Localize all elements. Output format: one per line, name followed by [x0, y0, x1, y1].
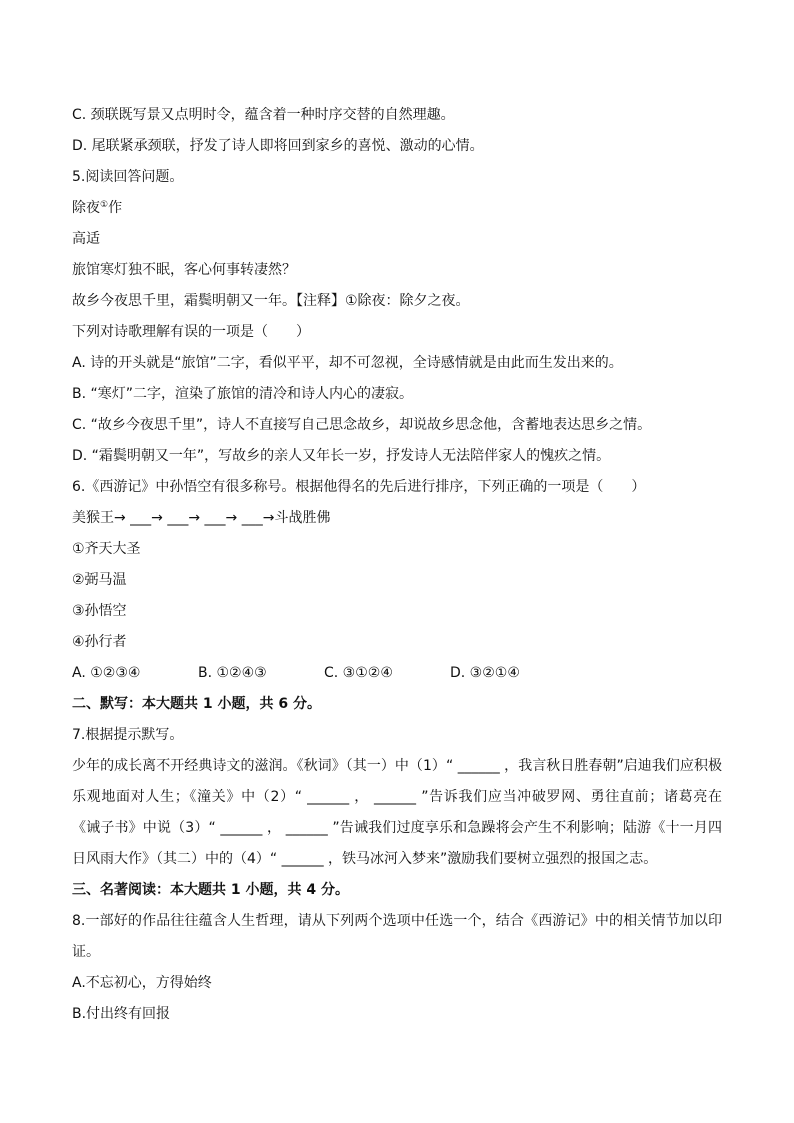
q6-item-4: ④孙行者 — [72, 634, 127, 650]
q5-question: 下列对诗歌理解有误的一项是（ ） — [72, 324, 310, 340]
q7-body: 少年的成长离不开经典诗文的滋润。《秋词》（其一）中（1）“ ______ ，我言秋日胜春朝”启迪我们应积极乐观地面对人生；《潼关》中（2）“ ______ ， ______ ”告诉我们应当冲破罗网、勇往直前；诸葛亮在《诫子书》中说（3）“ ______ ， ______ ”告诫我们过度享乐和急躁将会产生不利影响；陆游《十一月四日风雨大作》（其二）中的（4）“ ______ ，铁马冰河入梦来”激励我们要树立强烈的报国之志。 — [72, 758, 722, 867]
q6-option-c: C. ③①②④ — [324, 665, 393, 681]
q5-stem: 5.阅读回答问题。 — [72, 169, 184, 185]
section-2-heading: 二、默写：本大题共 1 小题，共 6 分。 — [72, 696, 321, 712]
q6-item-1: ①齐天大圣 — [72, 541, 141, 557]
q8-option-b: B.付出终有回报 — [72, 1006, 171, 1022]
q5-option-b: B. “寒灯”二字，渲染了旅馆的清冷和诗人内心的凄寂。 — [72, 386, 414, 402]
q4-option-d: D. 尾联紧承颈联，抒发了诗人即将回到家乡的喜悦、激动的心情。 — [72, 138, 484, 154]
document-page — [72, 100, 722, 1030]
q6-item-2: ②弼马温 — [72, 572, 127, 588]
poem-title — [72, 193, 722, 224]
q6-options — [72, 658, 722, 689]
q5-option-c: C. “故乡今夜思千里”，诗人不直接写自己思念故乡，却说故乡思念他，含蓄地表达思乡之情。 — [72, 417, 652, 433]
q6-sequence: 美猴王→ ___→ ___→ ___→ ___→斗战胜佛 — [72, 510, 331, 526]
section-3-heading: 三、名著阅读：本大题共 1 小题，共 4 分。 — [72, 882, 349, 898]
q6-item-3: ③孙悟空 — [72, 603, 127, 619]
poem-author: 高适 — [72, 231, 100, 247]
poem-line-2: 故乡今夜思千里，霜鬓明朝又一年。【注释】①除夜：除夕之夜。 — [72, 293, 470, 309]
q6-option-a: A. ①②③④ — [72, 665, 141, 681]
poem-line-1: 旅馆寒灯独不眠，客心何事转凄然？ — [72, 262, 296, 278]
q5-option-d: D. “霜鬓明朝又一年”，写故乡的亲人又年长一岁，抒发诗人无法陪伴家人的愧疚之情。 — [72, 448, 611, 464]
q8-option-a: A.不忘初心，方得始终 — [72, 975, 212, 991]
q6-option-d: D. ③②①④ — [450, 665, 520, 681]
q6-stem: 6.《西游记》中孙悟空有很多称号。根据他得名的先后进行排序，下列正确的一项是（ ） — [72, 479, 646, 495]
poem-title-suffix: 作 — [108, 200, 123, 216]
q6-option-b: B. ①②④③ — [198, 665, 267, 681]
q4-option-c: C. 颈联既写景又点明时令，蕴含着一种时序交替的自然理趣。 — [72, 107, 455, 123]
q8-stem: 8.一部好的作品往往蕴含人生哲理，请从下列两个选项中任选一个，结合《西游记》中的相关情节加以印证。 — [72, 913, 722, 960]
footnote-marker: ① — [100, 200, 109, 210]
poem-title-text: 除夜 — [72, 200, 100, 216]
q7-stem: 7.根据提示默写。 — [72, 727, 184, 743]
q5-option-a: A. 诗的开头就是“旅馆”二字，看似平平，却不可忽视，全诗感情就是由此而生发出来的。 — [72, 355, 623, 371]
